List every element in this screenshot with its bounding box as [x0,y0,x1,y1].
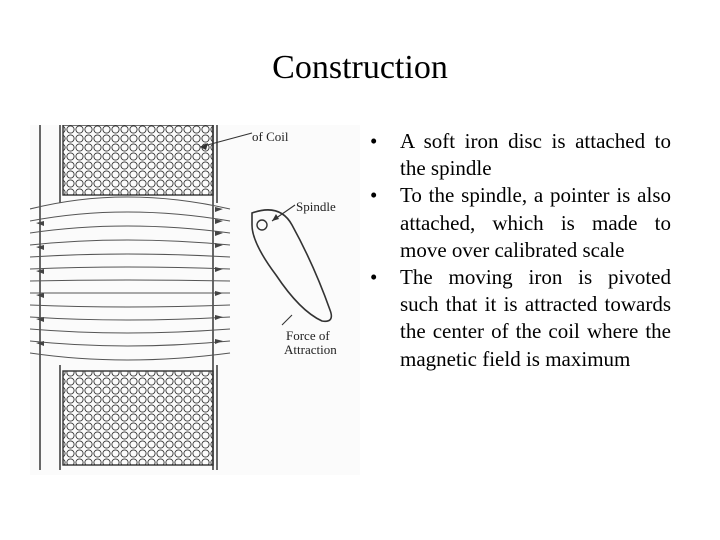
spindle-label: Spindle [296,199,336,214]
top-coil [63,125,213,195]
bullet-marker: • [370,183,378,208]
bullet-text: To the spindle, a pointer is also attached, which is made to move over calibrated scale [400,183,671,262]
bullet-list [366,128,671,373]
coil-label: of Coil [252,129,289,144]
bullet-marker: • [370,129,378,153]
bullet-item [366,264,671,373]
bullet-text: The moving iron is pivoted such that it is attracted towards the center of the coil where the magnetic field is maximum [400,265,671,371]
moving-iron-diagram [30,125,360,475]
bullet-item [366,128,671,182]
slide-title: Construction [272,49,448,86]
force-label-line1: Force of [286,328,330,343]
force-label-line2: Attraction [284,342,337,357]
bullet-item [366,182,671,264]
bullet-text: A soft iron disc is attached to the spindle [400,129,671,181]
bottom-coil [63,371,213,465]
bullet-marker: • [370,265,378,290]
